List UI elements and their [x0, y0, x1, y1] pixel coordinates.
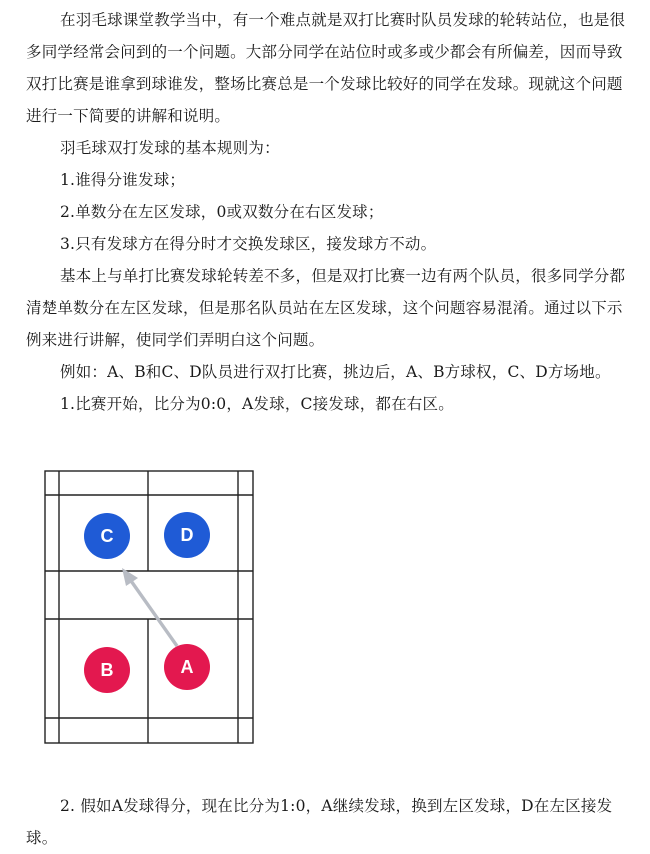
step-1-paragraph: 1.比赛开始，比分为0:0，A发球，C接发球，都在右区。: [60, 395, 454, 413]
rule-2: 2.单数分在左区发球，0或双数分在右区发球；: [60, 203, 384, 221]
badminton-court-diagram: [44, 470, 256, 746]
player-a: [164, 644, 210, 690]
serve-arrow-line: [129, 578, 177, 646]
rules-heading: 羽毛球双打发球的基本规则为：: [60, 139, 280, 157]
rule-3: 3.只有发球方在得分时才交换发球区，接发球方不动。: [60, 235, 437, 253]
player-a-label: A: [180, 657, 194, 677]
step-2-paragraph: 2. 假如A发球得分，现在比分为1:0，A继续发球，换到左区发球，D在左区接发球。: [26, 797, 613, 847]
player-b-label: B: [100, 660, 114, 680]
rule-1: 1.谁得分谁发球；: [60, 171, 186, 189]
player-c: [84, 513, 130, 559]
player-d: [164, 512, 210, 558]
lower-text: [26, 790, 626, 854]
intro-paragraph: 在羽毛球课堂教学当中，有一个难点就是双打比赛时队员发球的轮转站位，也是很多同学经常会问到的一个问题。大部分同学在站位时或多或少都会有所偏差，因而导致双打比赛是谁拿到球谁发，整场比赛总是一个发球比较好的同学在发球。现就这个问题进行一下简要的讲解和说明。: [26, 11, 626, 125]
serve-arrow: [122, 568, 177, 646]
explanation-paragraph: 基本上与单打比赛发球轮转差不多，但是双打比赛一边有两个队员，很多同学分都清楚单数分在左区发球，但是那名队员站在左区发球，这个问题容易混淆。通过以下示例来进行讲解，使同学们弄明白这个问题。: [26, 267, 626, 349]
player-d-label: D: [180, 525, 194, 545]
court-svg: [44, 470, 256, 746]
document-body: [26, 0, 626, 420]
player-c-label: C: [100, 526, 114, 546]
example-paragraph: 例如：A、B和C、D队员进行双打比赛，挑边后，A、B方球权，C、D方场地。: [60, 363, 611, 381]
player-b: [84, 647, 130, 693]
